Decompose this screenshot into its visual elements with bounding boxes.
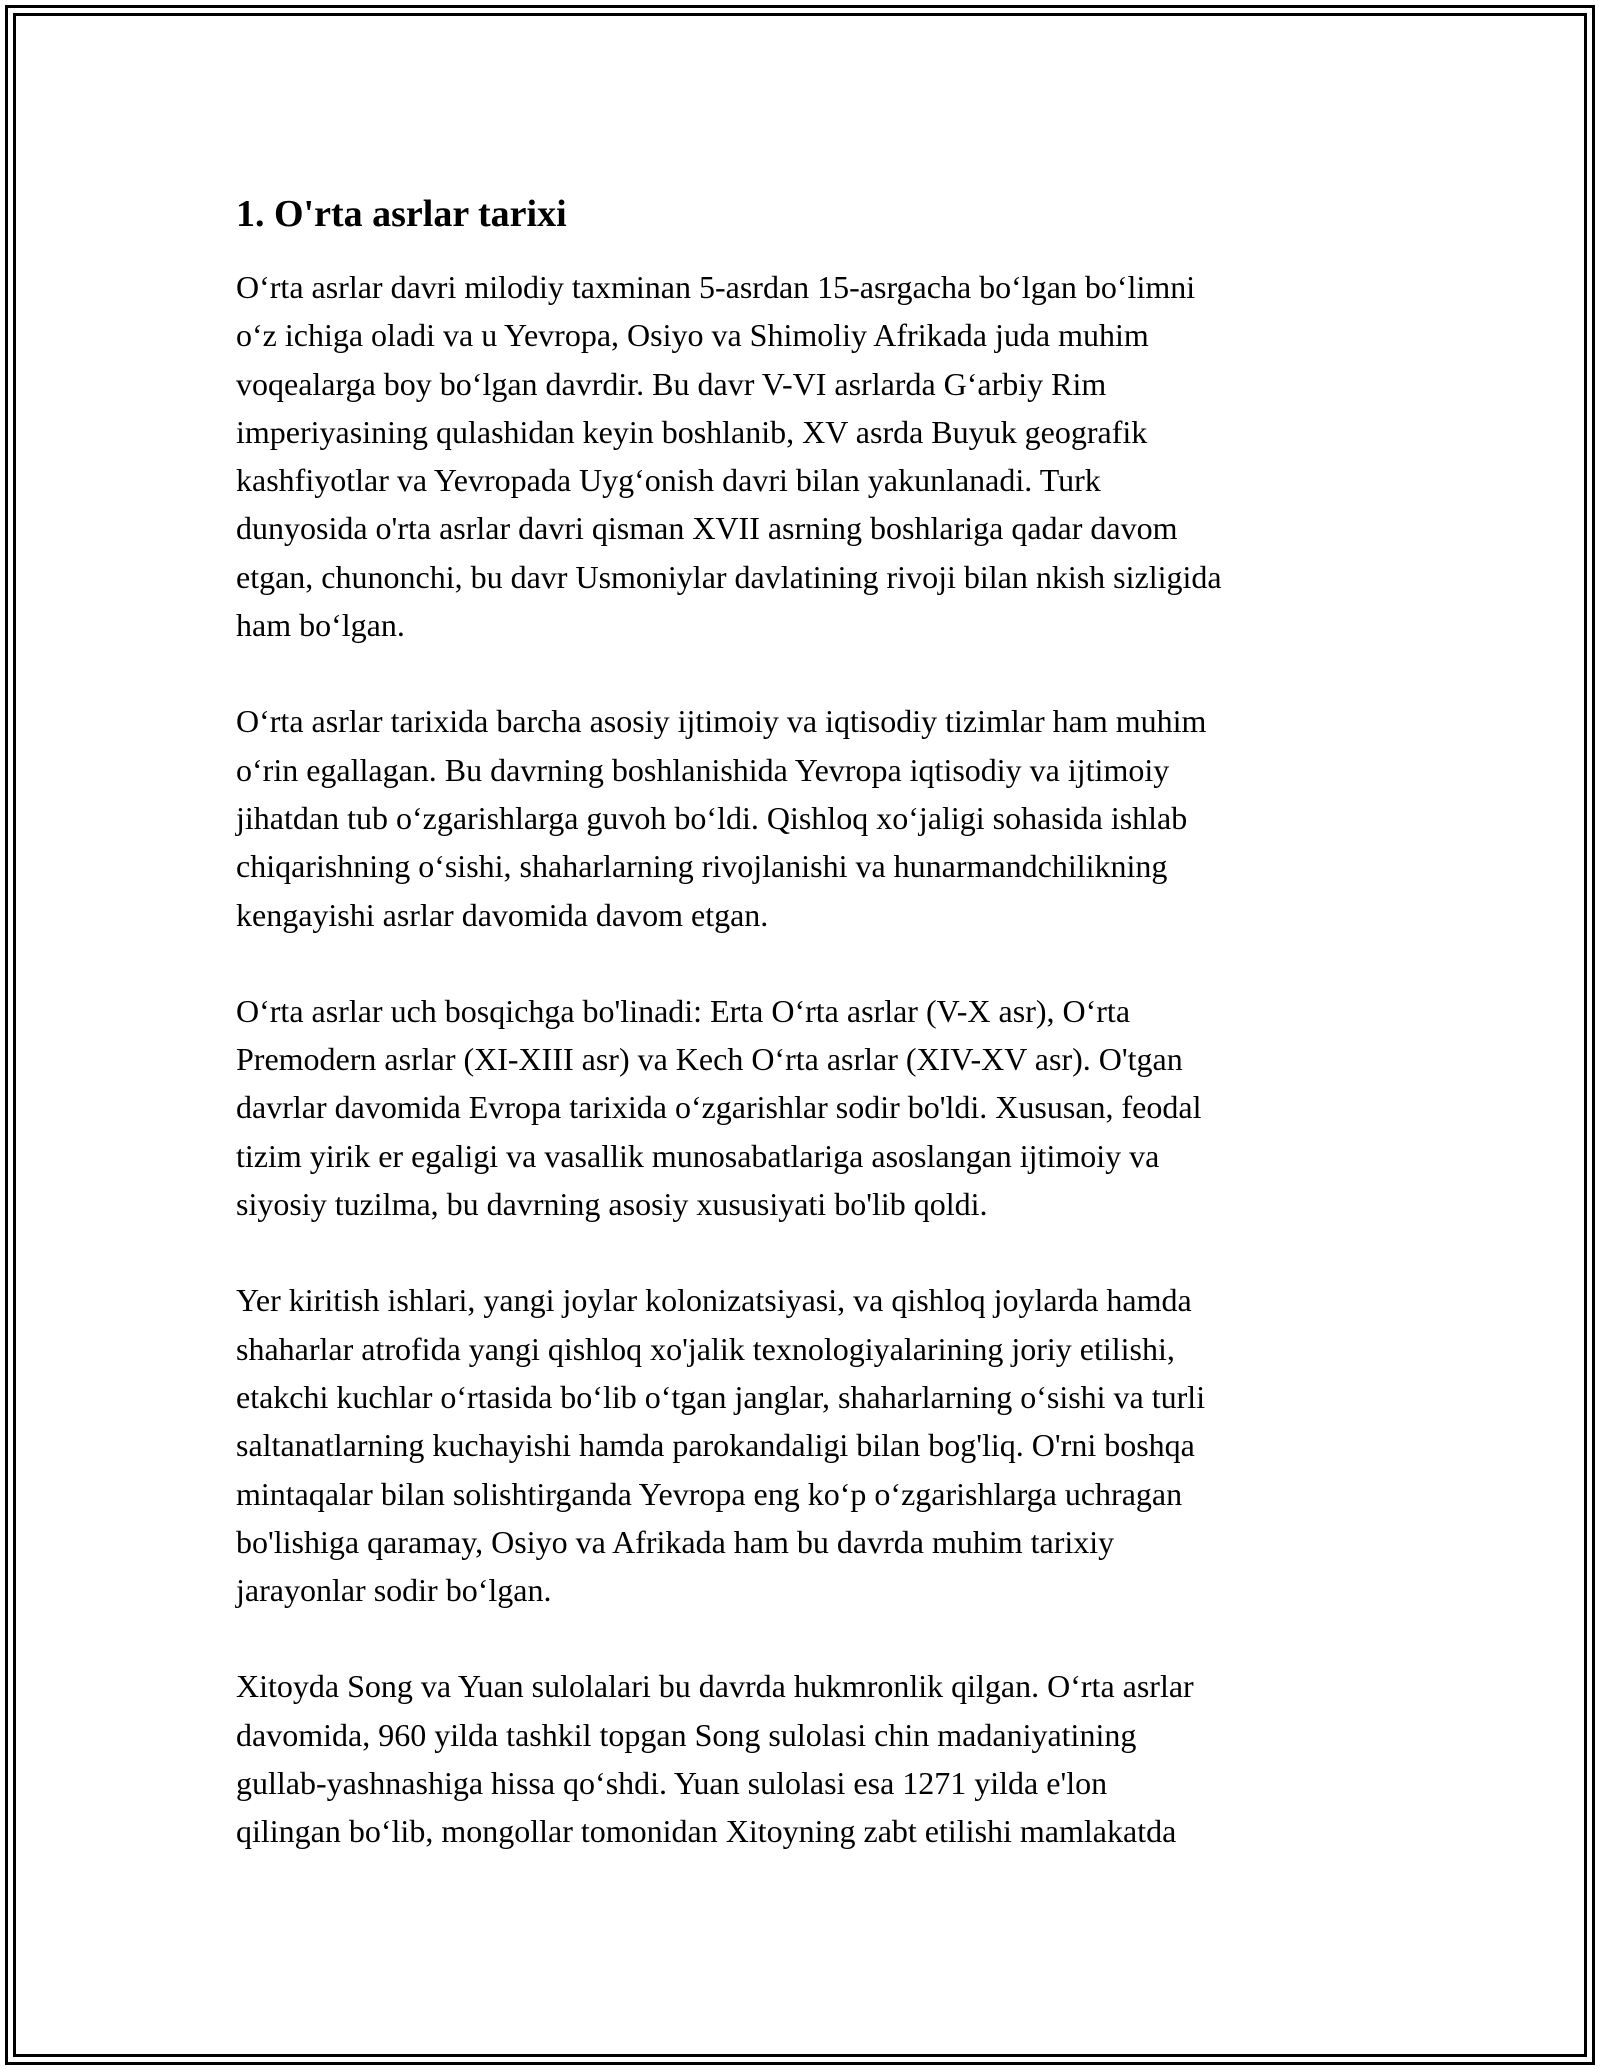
paragraph-line: mintaqalar bilan solishtirganda Yevropa eng ko‘p o‘zgarishlarga uchragan bbox=[236, 1475, 1183, 1512]
paragraph bbox=[236, 1276, 1386, 1614]
paragraph-line: tizim yirik er egaligi va vasallik munosabatlariga asoslangan ijtimoiy va bbox=[236, 1137, 1160, 1174]
paragraph-line: O‘rta asrlar tarixida barcha asosiy ijtimoiy va iqtisodiy tizimlar ham muhim bbox=[236, 703, 1207, 740]
document-body bbox=[236, 185, 1386, 1904]
paragraph-line: Xitoyda Song va Yuan sulolalari bu davrda hukmronlik qilgan. O‘rta asrlar bbox=[236, 1668, 1194, 1705]
section-heading: 1. O'rta asrlar tarixi bbox=[236, 193, 567, 235]
paragraph bbox=[236, 263, 1386, 649]
paragraph-line: kashfiyotlar va Yevropada Uyg‘onish davri bilan yakunlanadi. Turk bbox=[236, 462, 1101, 499]
paragraph-line: dunyosida o'rta asrlar davri qisman XVII asrning boshlariga qadar davom bbox=[236, 510, 1178, 547]
paragraph-line: chiqarishning o‘sishi, shaharlarning rivojlanishi va hunarmandchilikning bbox=[236, 848, 1168, 885]
paragraph-line: saltanatlarning kuchayishi hamda parokandaligi bilan bog'liq. O'rni boshqa bbox=[236, 1427, 1195, 1464]
paragraph-line: voqealarga boy bo‘lgan davrdir. Bu davr V-VI asrlarda G‘arbiy Rim bbox=[236, 365, 1107, 402]
paragraph-line: o‘rin egallagan. Bu davrning boshlanishida Yevropa iqtisodiy va ijtimoiy bbox=[236, 751, 1170, 788]
paragraph-line: O‘rta asrlar davri milodiy taxminan 5-asrdan 15-asrgacha bo‘lgan bo‘limni bbox=[236, 269, 1196, 305]
paragraph-line: Yer kiritish ishlari, yangi joylar kolonizatsiyasi, va qishloq joylarda hamda bbox=[236, 1282, 1192, 1319]
paragraph-line: kengayishi asrlar davomida davom etgan. bbox=[236, 896, 769, 933]
paragraph-line: etakchi kuchlar o‘rtasida bo‘lib o‘tgan janglar, shaharlarning o‘sishi va turli bbox=[236, 1378, 1206, 1415]
paragraph-line: qilingan bo‘lib, mongollar tomonidan Xitoyning zabt etilishi mamlakatda bbox=[236, 1813, 1177, 1850]
paragraph-line: etgan, chunonchi, bu davr Usmoniylar davlatining rivoji bilan nkish sizligida bbox=[236, 558, 1222, 595]
paragraph-line: Premodern asrlar (XI-XIII asr) va Kech O‘rta asrlar (XIV-XV asr). O'tgan bbox=[236, 1041, 1183, 1078]
paragraph-line: jihatdan tub o‘zgarishlarga guvoh bo‘ldi. Qishloq xo‘jaligi sohasida ishlab bbox=[236, 799, 1188, 836]
paragraph-line: jarayonlar sodir bo‘lgan. bbox=[236, 1572, 552, 1609]
paragraph-line: davrlar davomida Evropa tarixida o‘zgarishlar sodir bo'ldi. Xususan, feodal bbox=[236, 1089, 1202, 1126]
paragraph-line: O‘rta asrlar uch bosqichga bo'linadi: Erta O‘rta asrlar (V-X asr), O‘rta bbox=[236, 992, 1131, 1029]
paragraph-line: bo'lishiga qaramay, Osiyo va Afrikada ham bu davrda muhim tarixiy bbox=[236, 1523, 1115, 1560]
paragraph-line: ham bo‘lgan. bbox=[236, 607, 405, 644]
paragraph bbox=[236, 1662, 1386, 1855]
paragraph-line: siyosiy tuzilma, bu davrning asosiy xususiyati bo'lib qoldi. bbox=[236, 1186, 988, 1223]
paragraph bbox=[236, 987, 1386, 1228]
paragraph-line: o‘z ichiga oladi va u Yevropa, Osiyo va Shimoliy Afrikada juda muhim bbox=[236, 317, 1149, 354]
paragraph-list bbox=[236, 263, 1386, 1856]
paragraph-line: imperiyasining qulashidan keyin boshlanib, XV asrda Buyuk geografik bbox=[236, 413, 1148, 450]
paragraph bbox=[236, 697, 1386, 938]
paragraph-line: gullab-yashnashiga hissa qo‘shdi. Yuan sulolasi esa 1271 yilda e'lon bbox=[236, 1765, 1108, 1802]
paragraph-line: shaharlar atrofida yangi qishloq xo'jalik texnologiyalarining joriy etilishi, bbox=[236, 1330, 1175, 1367]
paragraph-line: davomida, 960 yilda tashkil topgan Song sulolasi chin madaniyatining bbox=[236, 1716, 1137, 1753]
